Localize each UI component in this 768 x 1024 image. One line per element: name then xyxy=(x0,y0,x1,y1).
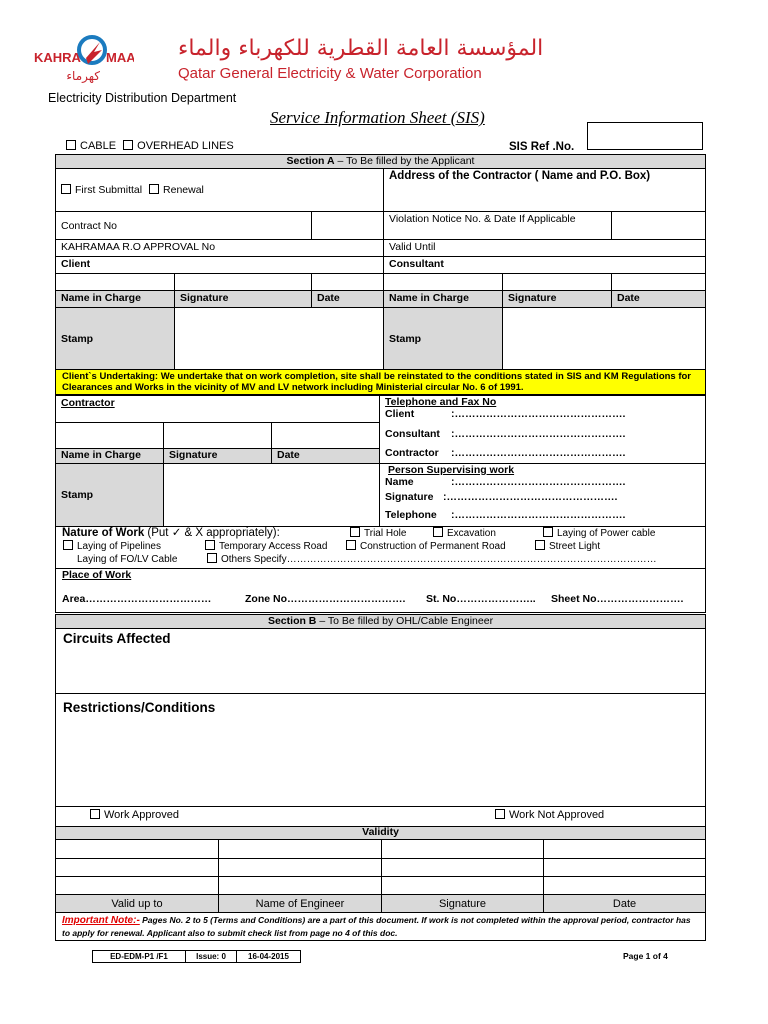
kahramaa-logo xyxy=(34,28,134,84)
section-a-heading: Section A – To Be filled by the Applicant xyxy=(56,155,706,169)
place-of-work-label: Place of Work xyxy=(62,569,132,581)
cable-checkbox[interactable] xyxy=(66,140,76,150)
tel-client-row[interactable]: Client :…………………………………………. xyxy=(385,408,626,420)
street-no-field[interactable]: St. No………………….. xyxy=(426,593,536,605)
client-stamp-label: Stamp xyxy=(56,308,175,370)
consultant-stamp-label: Stamp xyxy=(384,308,503,370)
client-name-field[interactable] xyxy=(56,274,175,291)
org-name: Qatar General Electricity & Water Corporation xyxy=(178,65,482,82)
validity-r2-valid-up-to[interactable] xyxy=(56,859,219,877)
consultant-label: Consultant xyxy=(384,257,706,274)
footer-doc-info xyxy=(92,950,301,963)
name-of-engineer-header: Name of Engineer xyxy=(219,895,382,913)
contractor-signature-field[interactable] xyxy=(164,423,272,448)
valid-up-to-header: Valid up to xyxy=(56,895,219,913)
kahramaa-logo-icon xyxy=(34,28,134,84)
document-title: Service Information Sheet (SIS) xyxy=(270,108,485,127)
person-supervising-label: Person Supervising work xyxy=(388,464,515,476)
work-approved-label: Work Approved xyxy=(104,809,180,821)
contractor-signature-header: Signature xyxy=(164,448,272,463)
client-date-header: Date xyxy=(312,291,384,308)
sup-telephone-row[interactable]: Telephone :…………………………………………. xyxy=(385,509,626,521)
sup-name-row[interactable]: Name :…………………………………………. xyxy=(385,476,626,488)
violation-notice-label: Violation Notice No. & Date If Applicable xyxy=(384,212,612,240)
client-undertaking: Client`s Undertaking: We undertake that on work completion, site shall be reinstated to the conditions stated in SIS and KM Regulations for Clearances and Works in the vicinity of MV and LV network including Ministerial circular No. 6 of 1991. xyxy=(56,370,706,395)
validity-r3-valid-up-to[interactable] xyxy=(56,877,219,895)
department-name: Electricity Distribution Department xyxy=(48,91,237,105)
renewal-checkbox[interactable] xyxy=(149,184,159,194)
contractor-date-header: Date xyxy=(272,448,380,463)
excavation-checkbox[interactable] xyxy=(433,527,443,537)
client-signature-field[interactable] xyxy=(175,274,312,291)
temporary-access-road-checkbox[interactable] xyxy=(205,540,215,550)
logo-text-arabic: كهرماء xyxy=(66,69,100,83)
laying-pipelines-checkbox[interactable] xyxy=(63,540,73,550)
submittal-cell xyxy=(56,169,384,212)
restrictions-label: Restrictions/Conditions xyxy=(63,700,216,715)
work-not-approved-label: Work Not Approved xyxy=(509,809,605,821)
nature-of-work-label: Nature of Work (Put ✓ & X appropriately): xyxy=(62,527,280,539)
contractor-name-in-charge-header: Name in Charge xyxy=(56,448,164,463)
laying-pipelines-label: Laying of Pipelines xyxy=(77,541,161,552)
excavation-label: Excavation xyxy=(447,528,496,539)
sheet-no-field[interactable]: Sheet No……………………. xyxy=(551,593,684,605)
place-of-work-block xyxy=(56,569,706,613)
contractor-name-field[interactable] xyxy=(56,423,164,448)
zone-no-field[interactable]: Zone No……………………………. xyxy=(245,593,406,605)
first-submittal-checkbox[interactable] xyxy=(61,184,71,194)
contractor-date-field[interactable] xyxy=(272,423,380,448)
validity-r3-signature[interactable] xyxy=(382,877,544,895)
laying-power-cable-label: Laying of Power cable xyxy=(557,528,656,539)
section-b-heading: Section B – To Be filled by OHL/Cable Engineer xyxy=(56,615,706,629)
consultant-name-field[interactable] xyxy=(384,274,503,291)
approval-row xyxy=(56,807,706,827)
engineer-date-header: Date xyxy=(544,895,706,913)
footer-date: 16-04-2015 xyxy=(237,950,301,963)
logo-text-left: KAHRA xyxy=(34,50,81,65)
consultant-name-in-charge-header: Name in Charge xyxy=(384,291,503,308)
telephone-fax-block xyxy=(380,396,706,464)
construction-permanent-road-label: Construction of Permanent Road xyxy=(360,541,506,552)
important-note-text: Pages No. 2 to 5 (Terms and Conditions) are a part of this document. If work is not completed within the approval period, contractor has to apply for renewal. Applicant also to submit check list from page no 4 of this doc. xyxy=(62,915,691,938)
validity-r1-signature[interactable] xyxy=(382,840,544,859)
tel-contractor-row[interactable]: Contractor :…………………………………………. xyxy=(385,447,626,459)
client-label: Client xyxy=(56,257,384,274)
tel-consultant-row[interactable]: Consultant :…………………………………………. xyxy=(385,428,626,440)
arabic-org-name: المؤسسة العامة القطرية للكهرباء والماء xyxy=(178,36,544,61)
overhead-checkbox[interactable] xyxy=(123,140,133,150)
line-type-options xyxy=(66,140,234,152)
consultant-signature-header: Signature xyxy=(503,291,612,308)
contractor-address-field[interactable] xyxy=(384,169,706,212)
cable-label: CABLE xyxy=(80,140,117,152)
contractor-stamp-label: Stamp xyxy=(56,464,164,527)
client-name-in-charge-header: Name in Charge xyxy=(56,291,175,308)
others-specify-checkbox[interactable] xyxy=(207,553,217,563)
work-approved-checkbox[interactable] xyxy=(90,809,100,819)
temporary-access-road-label: Temporary Access Road xyxy=(219,541,328,552)
validity-r2-date[interactable] xyxy=(544,859,706,877)
contractor-stamp-field[interactable] xyxy=(164,464,380,527)
footer-page-number: Page 1 of 4 xyxy=(623,951,668,961)
street-light-checkbox[interactable] xyxy=(535,540,545,550)
sis-ref-label: SIS Ref .No. xyxy=(509,141,575,153)
important-note xyxy=(56,913,706,941)
laying-fo-lv-label: Laying of FO/LV Cable xyxy=(77,554,178,565)
validity-r1-valid-up-to[interactable] xyxy=(56,840,219,859)
validity-r3-engineer[interactable] xyxy=(219,877,382,895)
area-field[interactable]: Area……………………………… xyxy=(62,593,212,605)
logo-text-right: MAA xyxy=(106,50,134,65)
consultant-date-field[interactable] xyxy=(612,274,706,291)
section-a-table xyxy=(55,154,706,395)
client-date-field[interactable] xyxy=(312,274,384,291)
consultant-date-header: Date xyxy=(612,291,706,308)
section-b-table xyxy=(55,614,706,941)
validity-r2-engineer[interactable] xyxy=(219,859,382,877)
validity-r1-engineer[interactable] xyxy=(219,840,382,859)
validity-r2-signature[interactable] xyxy=(382,859,544,877)
contractor-table xyxy=(55,395,706,613)
violation-notice-field[interactable] xyxy=(612,212,706,240)
work-not-approved-checkbox[interactable] xyxy=(495,809,505,819)
ro-approval-label: KAHRAMAA R.O APPROVAL No xyxy=(56,240,384,257)
nature-of-work-block xyxy=(56,527,706,569)
telephone-fax-label: Telephone and Fax No xyxy=(385,396,497,408)
contractor-address-label: Address of the Contractor ( Name and P.O. Box) xyxy=(389,170,651,182)
validity-r3-date[interactable] xyxy=(544,877,706,895)
others-specify-label: Others Specify………………………………………………………………………………………………… xyxy=(221,554,657,565)
restrictions-field[interactable] xyxy=(56,694,706,807)
client-signature-header: Signature xyxy=(175,291,312,308)
person-supervising-block xyxy=(380,464,706,527)
valid-until-label: Valid Until xyxy=(384,240,706,257)
circuits-affected-label: Circuits Affected xyxy=(63,631,171,646)
validity-r1-date[interactable] xyxy=(544,840,706,859)
trial-hole-checkbox[interactable] xyxy=(350,527,360,537)
footer-issue: Issue: 0 xyxy=(186,950,237,963)
sup-signature-row[interactable]: Signature :…………………………………………. xyxy=(385,491,618,503)
first-submittal-label: First Submittal xyxy=(75,184,143,196)
street-light-label: Street Light xyxy=(549,541,601,552)
client-stamp-field[interactable] xyxy=(175,308,384,370)
renewal-label: Renewal xyxy=(163,184,204,196)
laying-fo-lv-spacer xyxy=(63,553,73,563)
overhead-label: OVERHEAD LINES xyxy=(137,140,234,152)
sis-ref-field[interactable] xyxy=(587,122,703,150)
engineer-signature-header: Signature xyxy=(382,895,544,913)
consultant-signature-field[interactable] xyxy=(503,274,612,291)
footer-doc-code: ED-EDM-P1 /F1 xyxy=(92,950,186,963)
contract-no-label: Contract No xyxy=(56,212,312,240)
validity-heading: Validity xyxy=(56,827,706,840)
consultant-stamp-field[interactable] xyxy=(503,308,706,370)
laying-power-cable-checkbox[interactable] xyxy=(543,527,553,537)
circuits-affected-field[interactable] xyxy=(56,629,706,694)
contractor-label: Contractor xyxy=(56,396,380,423)
contract-no-field[interactable] xyxy=(312,212,384,240)
construction-permanent-road-checkbox[interactable] xyxy=(346,540,356,550)
trial-hole-label: Trial Hole xyxy=(364,528,407,539)
important-note-label: Important Note:- xyxy=(62,915,140,926)
